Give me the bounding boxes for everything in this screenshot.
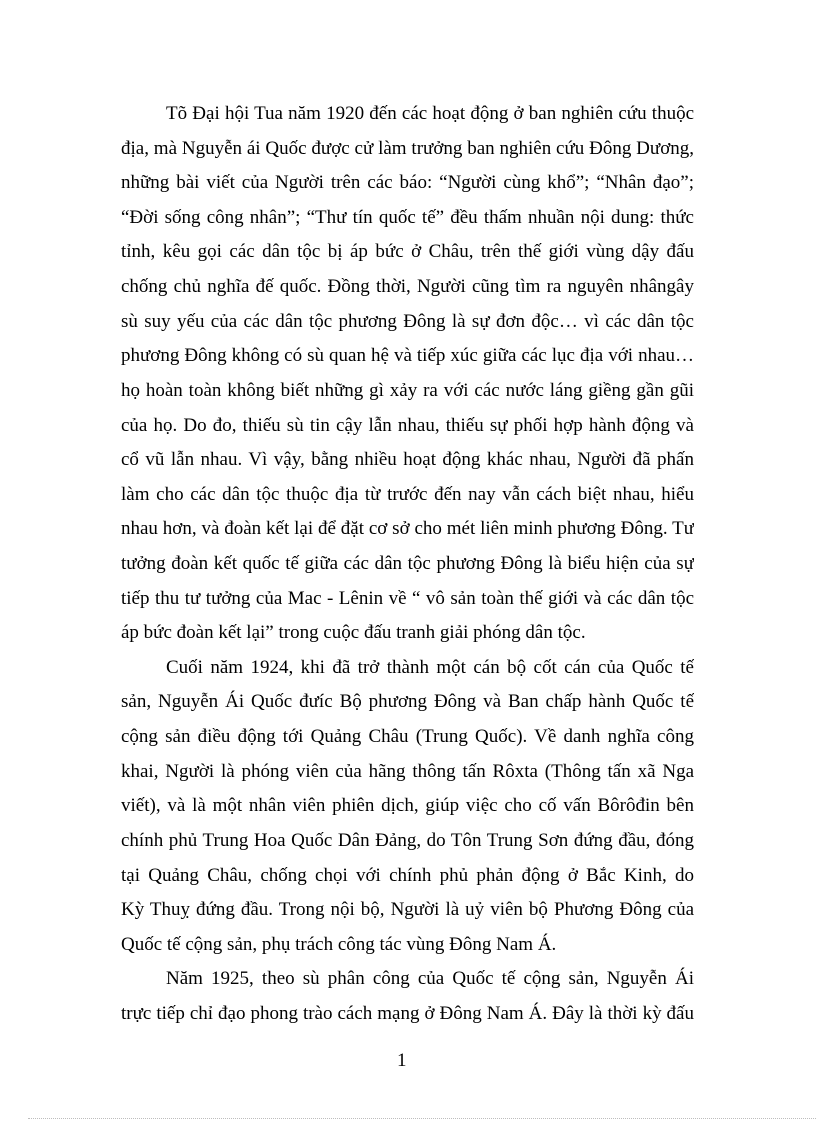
text-line: “Đời sống công nhân”; “Thư tín quốc tế” đều thấm nhuần nội dung: thức xyxy=(121,206,694,228)
text-line: làm cho các dân tộc thuộc địa từ trước đến nay vẫn cách biệt nhau, hiểu xyxy=(121,483,694,505)
text-line: Kỳ Thuỵ đứng đầu. Trong nội bộ, Người là uỷ viên bộ Phương Đông của xyxy=(121,899,694,921)
text-line: họ hoàn toàn không biết những gì xảy ra với các nước láng giềng gần gũi xyxy=(121,379,694,401)
page-bottom-border xyxy=(28,1118,816,1119)
text-line: Cuối năm 1924, khi đã trở thành một cán bộ cốt cán của Quốc tế xyxy=(166,656,694,678)
text-line: khai, Người là phóng viên của hãng thông tấn Rôxta (Thông tấn xã Nga xyxy=(121,760,694,782)
text-line: tiếp thu tư tưởng của Mac - Lênin về “ vô sản toàn thế giới và các dân tộc xyxy=(121,587,694,609)
text-line: tưởng đoàn kết quốc tế giữa các dân tộc phương Đông là biểu hiện của sự xyxy=(121,553,694,574)
text-line: những bài viết của Người trên các báo: “Người cùng khổ”; “Nhân đạo”; xyxy=(121,172,694,194)
text-line: sù suy yếu của các dân tộc phương Đông là sự đơn độc… vì các dân tộc xyxy=(121,310,694,332)
page-number: 1 xyxy=(397,1050,407,1071)
text-line: tại Quảng Châu, chống chọi với chính phủ phản động ở Bắc Kinh, do xyxy=(121,864,694,886)
text-line: Năm 1925, theo sù phân công của Quốc tế cộng sản, Nguyễn Ái xyxy=(166,968,694,990)
text-line: địa, mà Nguyễn ái Quốc được cử làm trưởng ban nghiên cứu Đông Dương, xyxy=(121,137,694,159)
text-line: nhau hơn, và đoàn kết lại để đặt cơ sở cho mét liên minh phương Đông. Tư xyxy=(121,518,694,540)
text-line: chống chủ nghĩa đế quốc. Đồng thời, Người cũng tìm ra nguyên nhângây xyxy=(121,276,694,298)
text-line: chính phủ Trung Hoa Quốc Dân Đảng, do Tôn Trung Sơn đứng đầu, đóng xyxy=(121,829,694,851)
text-line: viết), và là một nhân viên phiên dịch, giúp việc cho cố vấn Bôrôđin bên xyxy=(121,795,694,817)
text-line: cổ vũ lẫn nhau. Vì vậy, bằng nhiều hoạt động khác nhau, Người đã phấn xyxy=(121,449,694,471)
text-line: trực tiếp chỉ đạo phong trào cách mạng ở Đông Nam Á. Đây là thời kỳ đấu xyxy=(121,1003,694,1024)
text-line: sản, Nguyễn Ái Quốc đưíc Bộ phương Đông và Ban chấp hành Quốc tế xyxy=(121,691,694,713)
text-line: tỉnh, kêu gọi các dân tộc bị áp bức ở Châu, trên thế giới vùng dậy đấu xyxy=(121,241,694,263)
text-line: của họ. Do đo, thiếu sù tin cậy lẫn nhau, thiếu sự phối hợp hành động và xyxy=(121,414,694,436)
text-line: áp bức đoàn kết lại” trong cuộc đấu tranh giải phóng dân tộc. xyxy=(121,622,586,644)
text-line: phương Đông không có sù quan hệ và tiếp xúc giữa các lục địa với nhau… xyxy=(121,345,694,367)
text-line: Tõ Đại hội Tua năm 1920 đến các hoạt động ở ban nghiên cứu thuộc xyxy=(166,103,694,124)
text-line: cộng sản điều động tới Quảng Châu (Trung Quốc). Về danh nghĩa công xyxy=(121,726,694,748)
text-line: Quốc tế cộng sản, phụ trách công tác vùng Đông Nam Á. xyxy=(121,933,557,955)
